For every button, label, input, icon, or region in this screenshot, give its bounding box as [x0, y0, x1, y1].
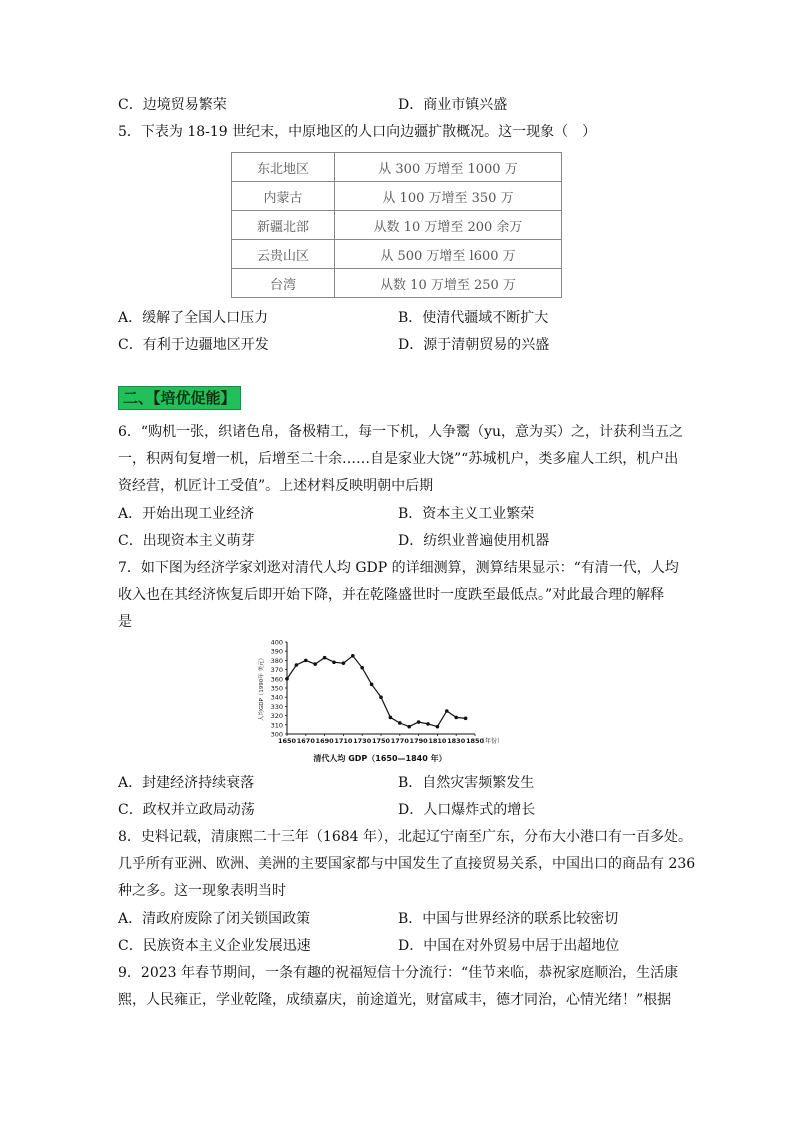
- y-tick-label: 340: [270, 693, 283, 702]
- q6-option-c: C．出现资本主义萌芽: [118, 533, 255, 549]
- q7-option-c: C．政权并立政局动荡: [118, 802, 255, 818]
- table-cell-change: 从 500 万增至 l600 万: [335, 240, 562, 269]
- table-cell-change: 从数 10 万增至 250 万: [335, 269, 562, 298]
- x-tick-label: 1790: [409, 737, 428, 745]
- q4-option-c: C．边境贸易繁荣: [118, 97, 227, 113]
- data-point: [313, 662, 317, 666]
- q6-option-d: D．纺织业普遍使用机器: [398, 533, 550, 549]
- q7-line-2: 收入也在其经济恢复后即开始下降，并在乾隆盛世时一度跌至最低点。”对此最合理的解释: [118, 587, 665, 603]
- chart-title: 清代人均 GDP（1650—1840 年）: [313, 754, 447, 763]
- table-cell-change: 从 300 万增至 1000 万: [335, 153, 562, 182]
- table-cell-region: 云贵山区: [232, 240, 335, 269]
- data-point: [360, 666, 364, 670]
- q5-option-a: A．缓解了全国人口压力: [118, 310, 269, 326]
- data-point: [417, 720, 421, 724]
- y-tick-label: 320: [270, 712, 283, 721]
- q7-line-3: 是: [118, 614, 132, 630]
- q8-option-b: B．中国与世界经济的联系比较密切: [398, 911, 619, 927]
- data-point: [351, 654, 355, 658]
- data-point: [398, 721, 402, 725]
- data-point: [285, 677, 289, 681]
- q6-option-b: B．资本主义工业繁荣: [398, 506, 535, 522]
- q5-option-d: D．源于清朝贸易的兴盛: [398, 337, 550, 353]
- q8-option-a: A．清政府废除了闭关锁国政策: [118, 911, 311, 927]
- q6-line-3: 资经营，机匠计工受值”。上述材料反映明朝中后期: [118, 478, 434, 494]
- q8-line-1: 8．史料记载，清康熙二十三年（1684 年），北起辽宁南至广东，分布大小港口有一百多处。: [118, 829, 692, 845]
- data-point: [464, 717, 468, 721]
- q5-option-b: B．使清代疆域不断扩大: [398, 310, 549, 326]
- data-point: [436, 725, 440, 729]
- x-tick-label: 1690: [315, 737, 334, 745]
- q7-option-b: B．自然灾害频繁发生: [398, 775, 535, 791]
- data-point: [370, 683, 374, 687]
- table-row: [232, 240, 562, 269]
- x-tick-label: 1750: [371, 737, 391, 745]
- y-tick-label: 370: [270, 666, 283, 675]
- q9-line-2: 熙，人民雍正，学业乾隆，成绩嘉庆，前途道光，财富咸丰，德才同治，心情光绪！”根据: [118, 992, 672, 1008]
- x-tick-label: 1670: [296, 737, 315, 745]
- data-point: [407, 725, 411, 729]
- table-cell-region: 台湾: [232, 269, 335, 298]
- data-point: [323, 656, 327, 660]
- series-line: [287, 656, 466, 727]
- data-point: [389, 716, 393, 720]
- q7-line-1: 7．如下图为经济学家刘逖对清代人均 GDP 的详细测算，测算结果显示：“有清一代，人均: [118, 560, 679, 576]
- q8-line-2: 几乎所有亚洲、欧洲、美洲的主要国家都与中国发生了直接贸易关系，中国出口的商品有 236: [118, 856, 696, 872]
- x-tick-label: 1810: [428, 737, 447, 745]
- table-row: [232, 182, 562, 211]
- q6-line-2: 一，积两旬复增一机，后增至二十余……自是家业大饶”“苏城机户，类多雇人工织，机户出: [118, 451, 679, 467]
- y-tick-label: 300: [270, 730, 283, 739]
- data-point: [379, 695, 383, 699]
- data-point: [332, 660, 336, 664]
- table-cell-change: 从 100 万增至 350 万: [335, 182, 562, 211]
- x-axis-label: （年份）: [479, 738, 504, 745]
- y-tick-label: 380: [270, 656, 283, 665]
- x-tick-label: 1650: [277, 737, 297, 745]
- data-point: [426, 722, 430, 726]
- q5-stem: 5．下表为 18-19 世纪末，中原地区的人口向边疆扩散概况。这一现象（ ）: [118, 124, 597, 140]
- y-tick-label: 390: [270, 647, 283, 656]
- gdp-line-chart: [255, 636, 525, 771]
- section-heading: 二、【培优促能】: [118, 386, 241, 410]
- q4-option-d: D．商业市镇兴盛: [398, 97, 508, 113]
- y-tick-label: 310: [270, 721, 283, 730]
- data-point: [304, 659, 308, 663]
- x-tick-label: 1770: [390, 737, 409, 745]
- q5-option-c: C．有利于边疆地区开发: [118, 337, 269, 353]
- x-tick-label: 1850: [465, 737, 485, 745]
- q6-line-1: 6．“购机一张，织诸色帛，备极精工，每一下机，人争鬻（yu，意为买）之，计获利当五之: [118, 424, 683, 440]
- q7-option-a: A．封建经济持续衰落: [118, 775, 255, 791]
- q8-option-c: C．民族资本主义企业发展迅速: [118, 938, 311, 954]
- data-point: [445, 709, 449, 713]
- data-point: [342, 661, 346, 665]
- q9-line-1: 9．2023 年春节期间，一条有趣的祝福短信十分流行：“佳节来临，恭祝家庭顺治，生活康: [118, 965, 679, 981]
- table-cell-region: 东北地区: [232, 153, 335, 182]
- q8-option-d: D．中国在对外贸易中居于出超地位: [398, 938, 620, 954]
- y-axis-label: 人均GDP（1990年 美元）: [259, 654, 265, 722]
- x-tick-label: 1830: [447, 737, 466, 745]
- y-tick-label: 400: [270, 638, 283, 647]
- q7-option-d: D．人口爆炸式的增长: [398, 802, 536, 818]
- table-cell-region: 内蒙古: [232, 182, 335, 211]
- table-row: [232, 153, 562, 182]
- data-point: [454, 716, 458, 720]
- table-row: [232, 269, 562, 298]
- table-cell-change: 从数 10 万增至 200 余万: [335, 211, 562, 240]
- y-tick-label: 350: [270, 684, 283, 693]
- x-tick-label: 1710: [334, 737, 353, 745]
- y-tick-label: 330: [270, 702, 283, 711]
- q6-option-a: A．开始出现工业经济: [118, 506, 255, 522]
- x-tick-label: 1730: [353, 737, 372, 745]
- table-cell-region: 新疆北部: [232, 211, 335, 240]
- y-tick-label: 360: [270, 675, 283, 684]
- data-point: [295, 663, 299, 667]
- population-table: [231, 152, 562, 298]
- q8-line-3: 种之多。这一现象表明当时: [118, 883, 286, 899]
- table-row: [232, 211, 562, 240]
